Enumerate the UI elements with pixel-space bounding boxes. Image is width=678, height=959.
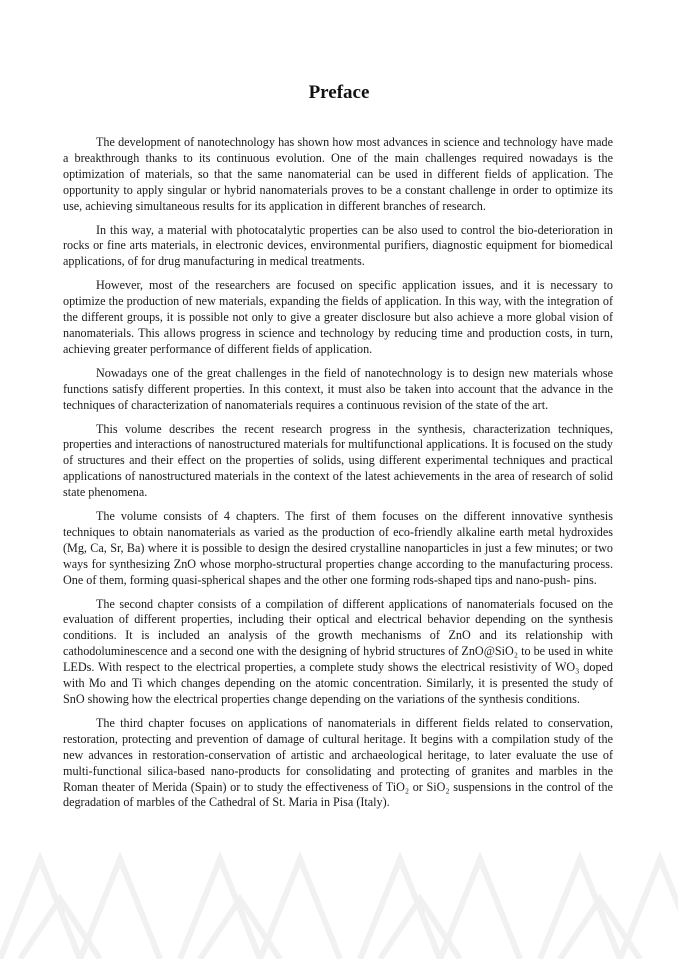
- paragraph: Nowadays one of the great challenges in the field of nanotechnology is to design new materials whose functions satisfy different properties. In this context, it must also be taken into account that the advance in the techniques of characterization of nanomaterials requires a continuous revision of the state of the art.: [63, 365, 613, 412]
- paragraph: This volume describes the recent research progress in the synthesis, characterization techniques, properties and interactions of nanostructured materials for multifunctional applications. It is focused on the study of structures and their effect on the properties of solids, using different experimental techniques and practical applications of nanostructured materials in the context of the latest achievements in the area of research of solid state phenomena.: [63, 421, 613, 500]
- paragraph: The volume consists of 4 chapters. The first of them focuses on the different innovative synthesis techniques to obtain nanomaterials as varied as the production of eco-friendly alkaline earth metal hydroxides (Mg, Ca, Sr, Ba) where it is possible to design the desired crystalline nanoparticles in just a few minutes; or two ways for synthesizing ZnO whose morpho-structural properties change according to the manufacturing process. One of them, forming quasi-spherical shapes and the other one forming rods-shaped tips and nano-push- pins.: [63, 509, 613, 587]
- paragraph: In this way, a material with photocatalytic properties can be also used to control the bio-deterioration in rocks or fine arts materials, in electronic devices, environmental purifiers, diagnostic equipment for biomedical applications, of for drug manufacturing in medical treatments.: [63, 222, 613, 269]
- paragraph: The third chapter focuses on applications of nanomaterials in different fields related to conservation, restoration, protecting and prevention of damage of cultural heritage. It begins with a compilation study of the new advances in restoration-conservation of artistic and archaeological heritage, to later evaluate the use of multi-functional silica-based nano-products for consolidating and protecting of granites and marbles in the Roman theater of Merida (Spain) or to study the effectiveness of TiO₂ or SiO₂ suspensions in the control of the degradation of marbles of the Cathedral of St. Maria in Pisa (Italy).: [63, 715, 613, 810]
- paragraph: The second chapter consists of a compilation of different applications of nanomaterials focused on the evaluation of different properties, including their optical and electrical behavior depending on the synthesis conditions. It is included an analysis of the growth mechanisms of ZnO and its relationship with cathodoluminescence and a second one with the designing of hybrid structures of ZnO@SiO₂ to be used in white LEDs. With respect to the electrical properties, a complete study shows the electrical resistivity of WO₃ doped with Mo and Ti which changes depending on the atomic concentration. Similarly, it is presented the study of SnO showing how the electrical properties change depending on the variations of the synthesis conditions.: [63, 596, 613, 706]
- preface-body: [63, 135, 613, 811]
- paragraph: The development of nanotechnology has shown how most advances in science and technology have made a breakthrough thanks to its continuous evolution. One of the main challenges required nowadays is the optimization of materials, so that the same nanomaterial can be used in different fields of application. The opportunity to apply singular or hybrid nanomaterials proves to be a constant challenge in order to optimize its use, achieving simultaneous results for its application in different branches of research.: [63, 135, 613, 213]
- background-watermark-pattern: [0, 819, 678, 959]
- paragraph: However, most of the researchers are focused on specific application issues, and it is necessary to optimize the production of new materials, expanding the fields of application. In this way, with the integration of the different groups, it is possible not only to give a greater disclosure but also achieve a more global vision of nanomaterials. This allows progress in science and technology by reducing time and production costs, in turn, achieving greater performance of different fields of application.: [63, 278, 613, 356]
- page-title: Preface: [308, 82, 370, 103]
